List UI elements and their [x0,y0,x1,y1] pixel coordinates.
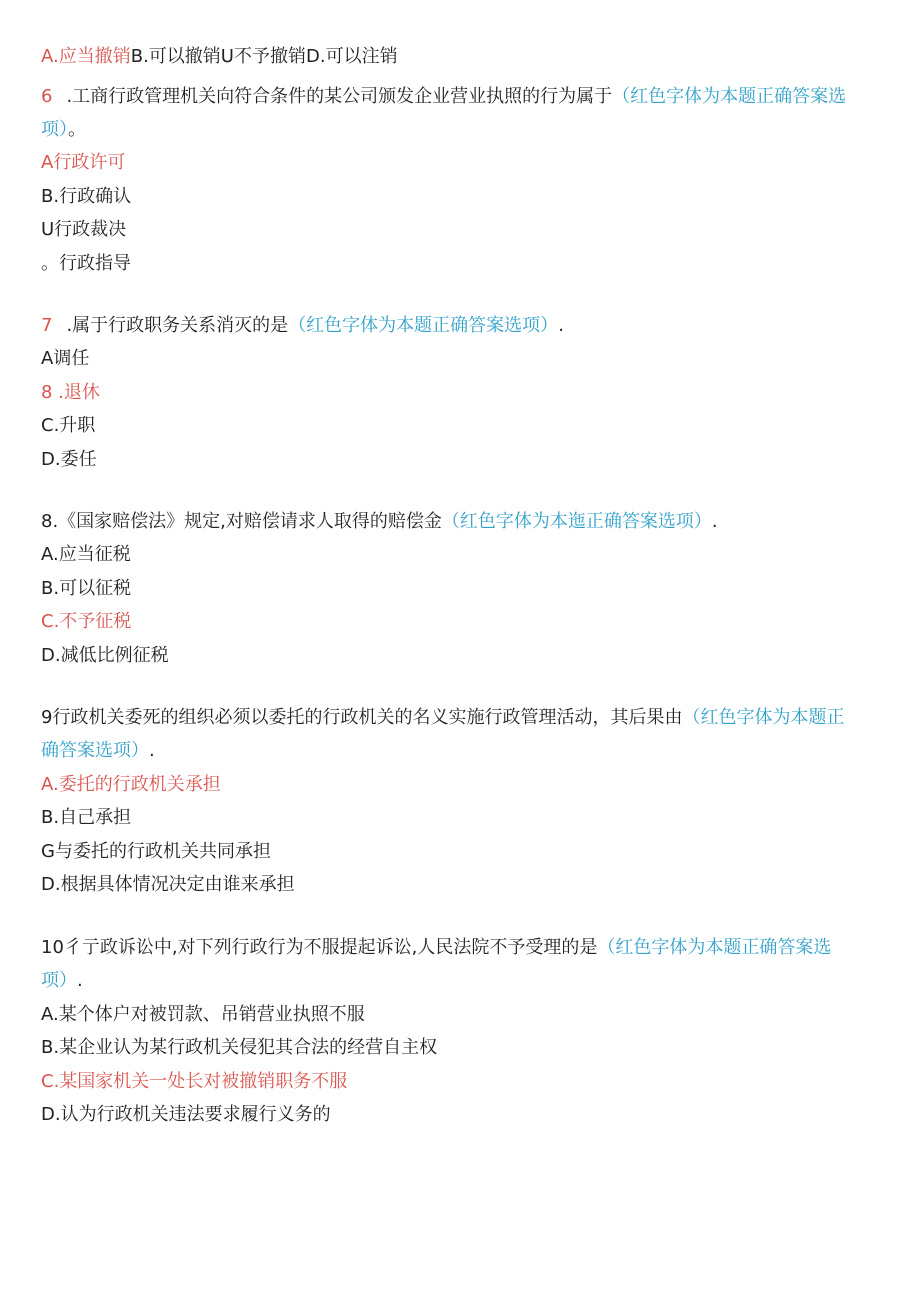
q5-option-c: U不予撤销 [220,46,306,67]
q10-hint-2: 项） [41,970,77,991]
q9-hint-2: 确答案选项） [41,740,149,761]
q9-stem-line [41,706,844,730]
q7-end: . [558,315,564,336]
q9-stem: 9行政机关委死的组织必须以委托的行政机关的名义实施行政管理活动，其后果由 [41,707,683,728]
q6-hint-2: 项） [41,119,68,140]
q10-option-a: A.某个体户对被罚款、吊销营业执照不服 [41,1004,365,1025]
q10-stem: 10彳亍政诉讼中,对下列行政行为不服提起诉讼,人民法院不予受理的是 [41,937,598,958]
q6-option-b: B.行政确认 [41,186,132,207]
q6-stem-line-2 [41,118,86,142]
q7-option-d: D.委任 [41,449,97,470]
q9-stem-line-2 [41,739,155,763]
q10-stem-line [41,936,831,960]
q6-option-a: A行政许可 [41,152,126,173]
q7-number: 7 [41,315,53,336]
q8-option-c: C.不予征税 [41,611,132,632]
q8-stem-line [41,510,718,534]
q10-option-d: D.认为行政机关违法要求履行义务的 [41,1104,331,1125]
q8-option-b: B.可以征税 [41,578,132,599]
q9-option-d: D.根据具体情况决定由谁来承担 [41,874,295,895]
q8-hint: （红色字体为本迤正确答案选项） [441,511,712,532]
q10-end: . [77,970,83,991]
q7-hint: （红色字体为本题正确答案选项） [288,315,559,336]
q6-end: 。 [68,119,86,140]
q8-stem: 8.《国家赔偿法》规定,对赔偿请求人取得的赔偿金 [41,511,442,532]
q10-option-c: C.某国家机关一处长对被撤销职务不服 [41,1071,348,1092]
q9-option-b: B.自己承担 [41,807,132,828]
q8-option-a: A.应当征税 [41,544,131,565]
q6-option-c: U行政裁决 [41,219,127,240]
q5-options-line [41,45,398,69]
q7-stem-line [41,314,564,338]
q8-end: . [711,511,718,532]
q10-option-b: B.某企业认为某行政机关侵犯其合法的经营自主权 [41,1037,438,1058]
q7-stem: .属于行政职务关系消灭的是 [66,315,289,336]
q6-stem: .工商行政管理机关向符合条件的某公司颁发企业营业执照的行为属于 [66,86,613,107]
q8-option-d: D.减低比例征税 [41,645,169,666]
q6-hint-1: （红色字体为本题正确答案选 [612,86,847,107]
q5-option-b: B.可以撤销 [130,46,221,67]
q9-option-c: G与委托的行政机关共同承担 [41,841,271,862]
q7-option-b: 8 .退休 [41,382,100,403]
q7-option-c: C.升职 [41,415,96,436]
q9-hint-1: （红色字体为本题正 [682,707,845,728]
q5-option-a: A.应当撤销 [41,46,131,67]
q9-option-a: A.委托的行政机关承担 [41,774,221,795]
q6-stem-line [41,85,846,109]
q5-option-d: D.可以注销 [305,46,398,67]
q6-number: 6 [41,86,53,107]
q7-option-a: A调任 [41,348,90,369]
q10-stem-line-2 [41,969,83,993]
q10-hint-1: （红色字体为本题正确答案选 [597,937,832,958]
q6-option-d: 。行政指导 [41,253,131,274]
q9-end: . [149,740,155,761]
